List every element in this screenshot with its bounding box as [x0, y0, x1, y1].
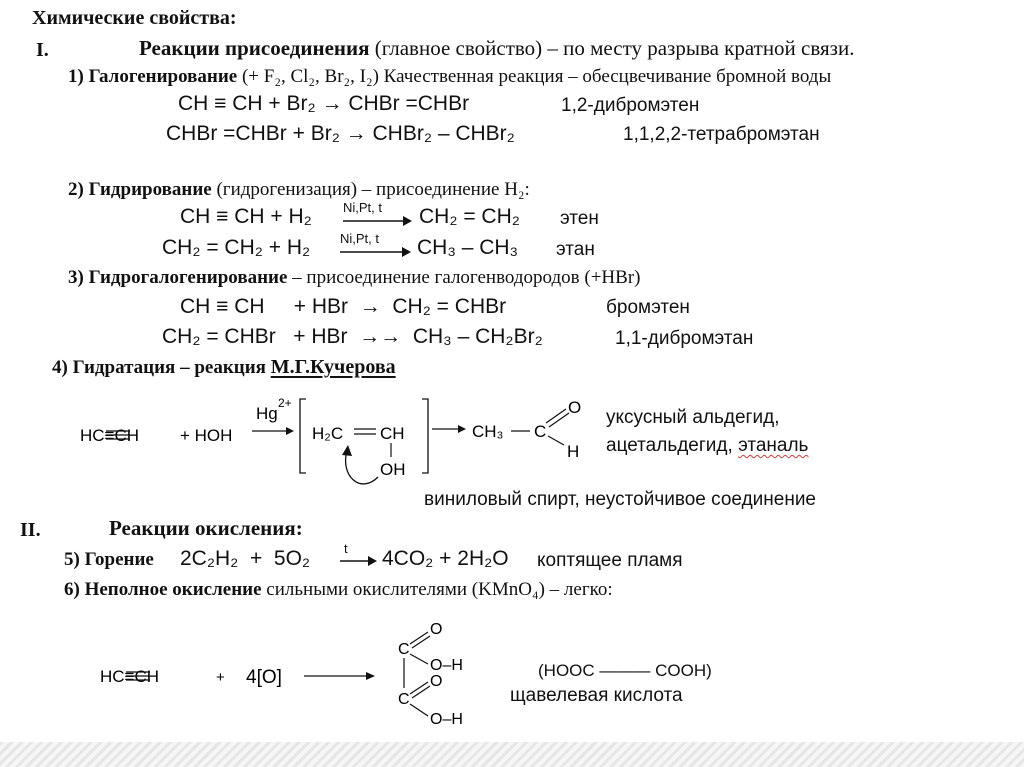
r2-label: 2) Гидрирование: [68, 179, 212, 200]
r6-hydroxyl-2: O–H: [430, 711, 463, 728]
r3-description: – присоединение галогенводородов (+HBr): [287, 267, 641, 288]
r6-description: сильными окислителями (KMnO₄) – легко:: [261, 579, 613, 600]
r4-product-h: H: [567, 442, 580, 461]
r4-product-o: O: [568, 398, 582, 417]
page-title: Химические свойства:: [32, 7, 237, 29]
r2-arrow-2: [340, 246, 412, 258]
r4-hydration-scheme: [60, 385, 620, 500]
r3-label: 3) Гидрогалогенирование: [68, 267, 288, 288]
r1-description: (+ F₂, Cl₂, Br₂, I₂) Качественная реакция – обесцвечивание бромной воды: [237, 66, 832, 87]
r6-oxygen-2: O: [430, 673, 443, 690]
r1-product-1-name: 1,2-дибромэтен: [561, 95, 700, 116]
r4-product-c: C: [534, 422, 547, 441]
r3-equation-1: CH ≡ CH + HBr → CH₂ = CHBr: [180, 295, 507, 318]
r6-oxygen-1: O: [430, 621, 443, 638]
r6-oxidant: 4[O]: [246, 667, 282, 688]
r4-curved-arrow: [346, 451, 378, 484]
r4-bracket-right: [422, 399, 428, 473]
r5-equation-right: 4CO₂ + 2H₂O: [382, 547, 509, 570]
r4-intermediate-note: виниловый спирт, неустойчивое соединение: [424, 489, 816, 510]
section-2-numeral: II.: [20, 519, 41, 541]
r1-equation-2: CHBr =CHBr + Br₂ → CHBr₂ – CHBr₂: [166, 122, 515, 145]
r6-hydroxyl-1: O–H: [430, 657, 463, 674]
r6-label: 6) Неполное окисление: [64, 579, 262, 600]
section-1-heading: Реакции присоединения (главное свойство) – по месту разрыва кратной связи.: [139, 36, 855, 60]
r6-carbon-2: C: [398, 691, 410, 708]
r5-note: коптящее пламя: [537, 550, 683, 571]
r4-person: М.Г.Кучерова: [270, 356, 396, 378]
r4-product-ch3: CH₃: [472, 422, 504, 441]
r1-product-2-name: 1,1,2,2-тетрабромэтан: [623, 124, 820, 145]
r4-label: 4) Гидратация – реакция: [52, 357, 266, 378]
r1-label: 1) Галогенирование: [68, 66, 238, 87]
r2-heading: [68, 180, 530, 199]
r3-product-1-name: бромэтен: [606, 297, 690, 318]
r6-carbon-1: C: [398, 641, 410, 658]
r2-equation-1-left: CH ≡ CH + H₂: [180, 205, 312, 228]
r2-equation-2-right: CH₃ – CH₃: [417, 236, 519, 259]
r2-equation-1-catalyst: Ni,Pt, t: [343, 200, 383, 215]
section-2-heading: Реакции окисления:: [109, 516, 303, 540]
r2-product-1-name: этен: [560, 208, 599, 229]
r3-product-2-name: 1,1-дибромэтан: [615, 328, 754, 349]
r4-intermediate-right: CH: [380, 424, 405, 443]
r4-product-name-1: уксусный альдегид,: [606, 407, 780, 428]
r2-product-2-name: этан: [556, 239, 595, 260]
r6-reactant: HC≡CH: [100, 667, 160, 686]
r4-heading: [52, 357, 396, 377]
r4-intermediate-oh: OH: [380, 460, 406, 479]
r2-equation-2-left: CH₂ = CH₂ + H₂: [162, 236, 311, 259]
r6-product-formula: (HOOC ——— COOH): [538, 661, 712, 680]
r4-bracket-left: [300, 399, 306, 473]
r2-arrow-1: [343, 215, 413, 227]
r6-heading: [64, 580, 613, 599]
section-1-numeral: I.: [36, 39, 49, 61]
r6-oxidation-scheme: [90, 610, 510, 735]
r6-product-name: щавелевая кислота: [510, 685, 683, 706]
r6-plus: +: [216, 669, 225, 686]
r4-product-name-2: ацетальдегид, этаналь: [606, 435, 809, 456]
r5-equation-left: 2C₂H₂ + 5O₂: [180, 547, 311, 570]
r4-reactant: HC≡CH: [80, 426, 140, 445]
r4-catalyst-charge: 2+: [278, 396, 292, 410]
r2-equation-2-catalyst: Ni,Pt, t: [340, 231, 380, 246]
r4-catalyst: Hg: [256, 404, 278, 423]
r1-heading: [68, 67, 831, 86]
r1-equation-1: CH ≡ CH + Br₂ → CHBr =CHBr: [178, 92, 470, 115]
r5-label: 5) Горение: [64, 549, 154, 570]
r5-arrow: [340, 555, 380, 567]
r4-intermediate-left: H₂C: [312, 424, 344, 443]
r2-equation-1-right: CH₂ = CH₂: [419, 205, 520, 228]
r5-condition: t: [344, 541, 348, 556]
bottom-bar: [0, 742, 1024, 767]
r3-equation-2: CH₂ = CHBr + HBr →→ CH₃ – CH₂Br₂: [162, 325, 543, 348]
r3-heading: [68, 268, 640, 287]
r4-water: + HOH: [180, 426, 233, 445]
r2-description: (гидрогенизация) – присоединение H₂:: [211, 179, 530, 200]
